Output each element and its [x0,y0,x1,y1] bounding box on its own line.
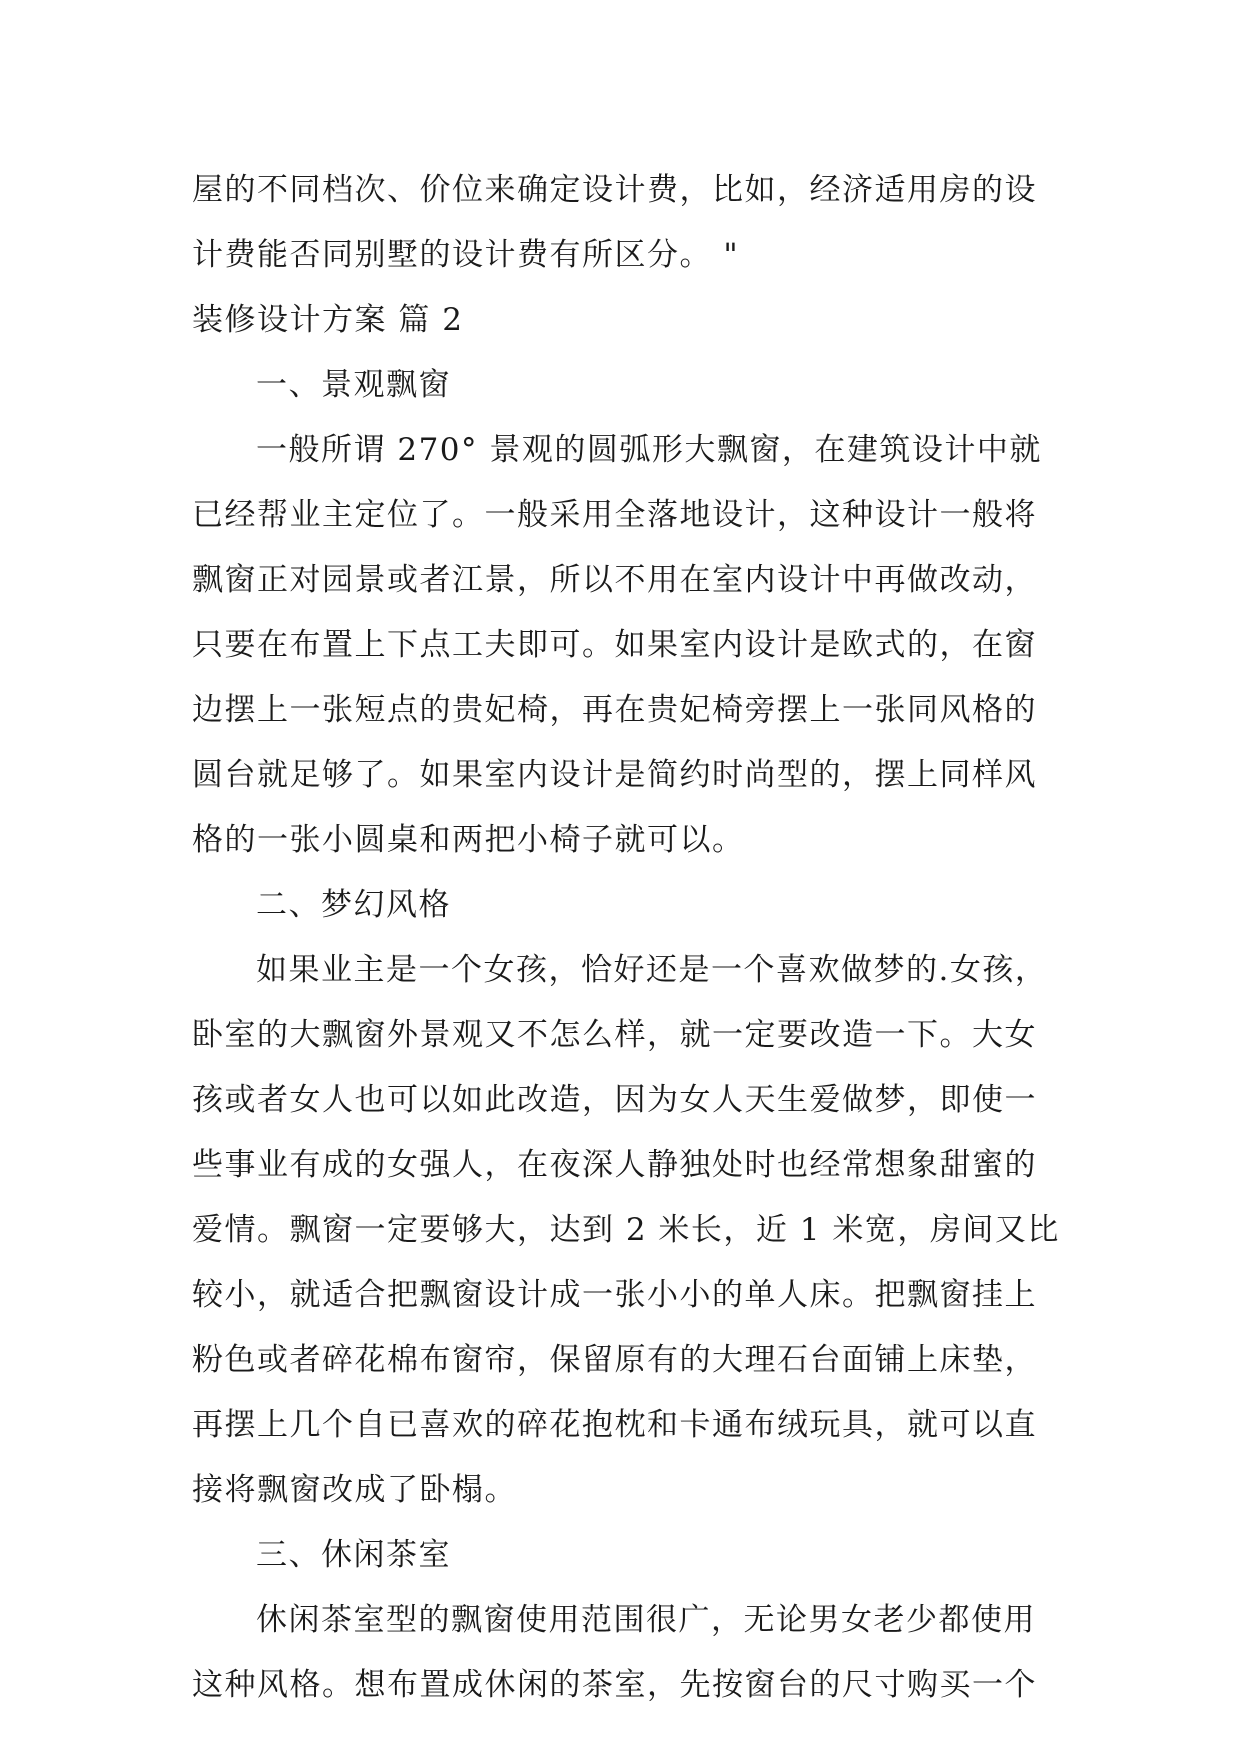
body-line: 只要在布置上下点工夫即可。如果室内设计是欧式的，在窗 [192,627,1037,663]
body-line: 飘窗正对园景或者江景，所以不用在室内设计中再做改动， [192,562,1037,598]
body-line: 粉色或者碎花棉布窗帘，保留原有的大理石台面铺上床垫， [192,1342,1037,1378]
body-line: 边摆上一张短点的贵妃椅，再在贵妃椅旁摆上一张同风格的 [192,692,1037,728]
body-line: 爱情。飘窗一定要够大，达到 2 米长，近 1 米宽，房间又比 [192,1212,1060,1248]
body-line: 再摆上几个自已喜欢的碎花抱枕和卡通布绒玩具，就可以直 [192,1407,1037,1443]
body-line: 圆台就足够了。如果室内设计是简约时尚型的，摆上同样风 [192,757,1037,793]
body-line: 已经帮业主定位了。一般采用全落地设计，这种设计一般将 [192,497,1037,533]
body-line: 孩或者女人也可以如此改造，因为女人天生爱做梦，即使一 [192,1082,1037,1118]
body-line: 卧室的大飘窗外景观又不怎么样，就一定要改造一下。大女 [192,1017,1037,1053]
paragraph-first-line: 一般所谓 270° 景观的圆弧形大飘窗，在建筑设计中就 [256,432,1042,468]
section-heading: 二、梦幻风格 [256,887,451,923]
section-heading: 三、休闲茶室 [256,1537,451,1573]
document-page [192,158,1060,1718]
section-title: 装修设计方案 篇 2 [192,302,464,338]
body-line: 格的一张小圆桌和两把小椅子就可以。 [192,822,745,858]
body-line: 计费能否同别墅的设计费有所区分。 " [192,237,740,273]
body-line: 些事业有成的女强人，在夜深人静独处时也经常想象甜蜜的 [192,1147,1037,1183]
paragraph-first-line: 如果业主是一个女孩，恰好还是一个喜欢做梦的.女孩， [256,952,1048,988]
body-line: 这种风格。想布置成休闲的茶室，先按窗台的尺寸购买一个 [192,1667,1037,1703]
body-line: 较小，就适合把飘窗设计成一张小小的单人床。把飘窗挂上 [192,1277,1037,1313]
body-line: 接将飘窗改成了卧榻。 [192,1472,517,1508]
body-line: 屋的不同档次、价位来确定设计费，比如，经济适用房的设 [192,172,1037,208]
section-heading: 一、景观飘窗 [256,367,451,403]
paragraph-first-line: 休闲茶室型的飘窗使用范围很广，无论男女老少都使用 [256,1602,1036,1638]
